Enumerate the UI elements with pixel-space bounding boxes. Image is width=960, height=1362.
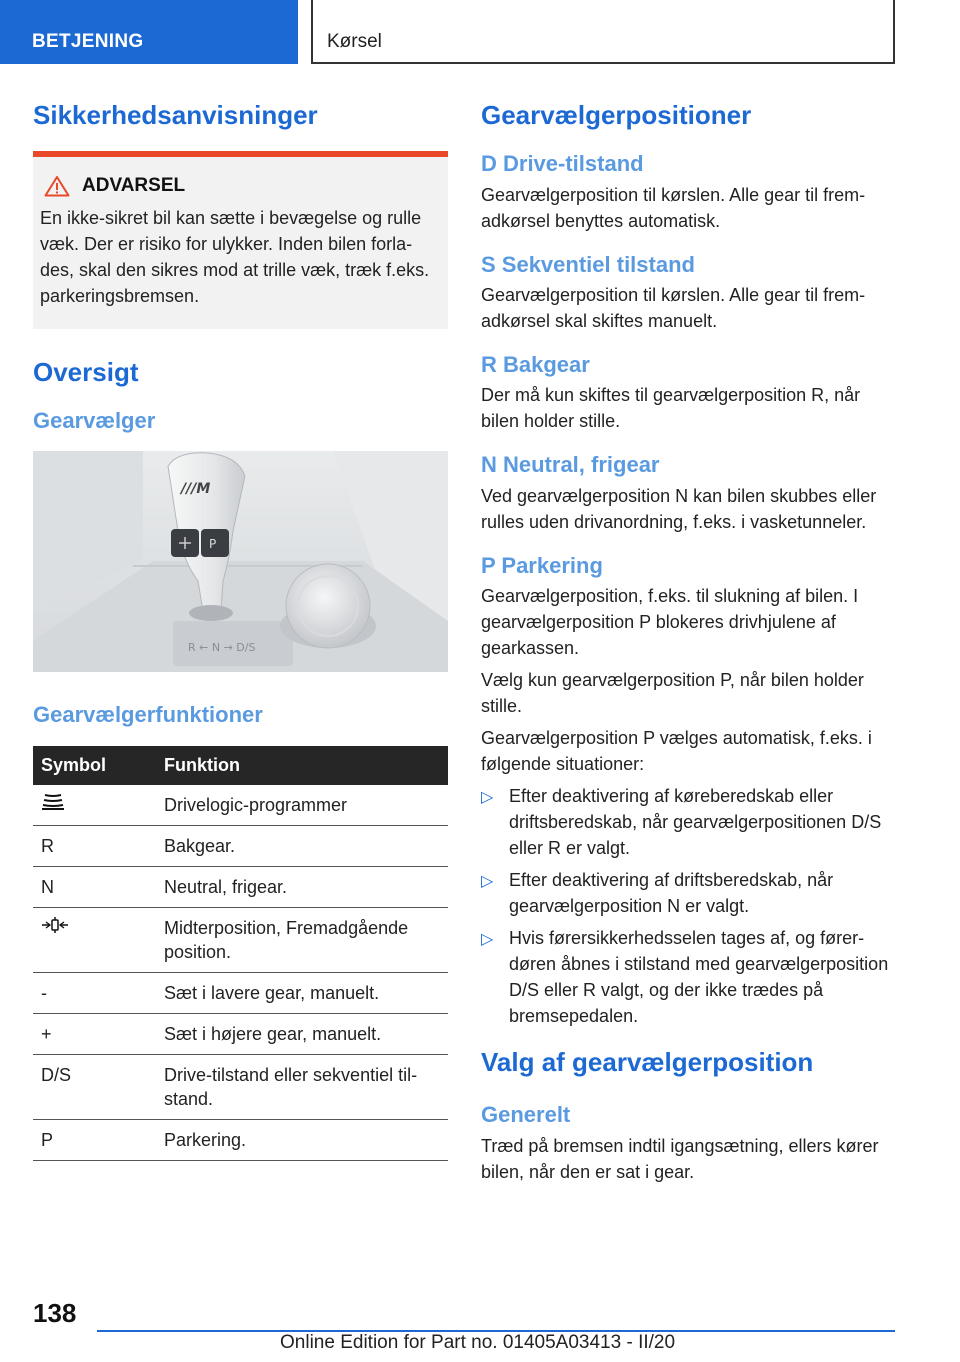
overview-heading: Oversigt	[33, 357, 139, 388]
drive-text: Gearvælgerposition til kørslen. Alle gear til fremadkørsel benyttes automatisk.	[481, 184, 866, 231]
svg-text:///M: ///M	[181, 480, 211, 497]
table-row	[33, 867, 448, 908]
list-item	[481, 925, 894, 1029]
symbol-cell: P	[33, 1120, 156, 1161]
neutral-heading: N Neutral, frigear	[481, 452, 660, 478]
list-item-text: Efter deaktivering af køreberedskab eller driftsberedskab, når gearvælgerpositionen D/S eller R er valgt.	[509, 786, 882, 859]
symbol-cell	[33, 908, 156, 973]
table-header-row	[33, 746, 448, 785]
table-row	[33, 1014, 448, 1055]
general-heading: Generelt	[481, 1102, 571, 1128]
reverse-text: Der må kun skiftes til gearvælgerposition R, når bilen holder stille.	[481, 385, 861, 432]
select-position-heading: Valg af gearvælgerposition	[481, 1047, 814, 1078]
list-item	[481, 867, 894, 919]
positions-heading: Gearvælgerpositioner	[481, 100, 752, 130]
gear-lever-illustration	[33, 451, 448, 672]
symbol-cell: +	[33, 1014, 156, 1055]
gear-selector-image	[33, 451, 448, 672]
function-cell: Drive-tilstand eller sekventiel tilstand.	[156, 1055, 448, 1120]
sequential-text: Gearvælgerposition til kørslen. Alle gear til fremadkørsel skal skiftes manuelt.	[481, 284, 866, 331]
table-row	[33, 973, 448, 1014]
symbol-cell: N	[33, 867, 156, 908]
sequential-heading: S Sekventiel tilstand	[481, 251, 695, 277]
chapter-tab[interactable]: BETJENING	[0, 0, 298, 64]
park-text-2: Vælg kun gearvælgerposition P, når bilen holder stille.	[481, 670, 864, 717]
symbol-cell: R	[33, 826, 156, 867]
triangle-bullet-icon: ▷	[481, 789, 494, 807]
triangle-bullet-icon: ▷	[481, 931, 494, 949]
table-row	[33, 826, 448, 867]
function-cell: Bakgear.	[156, 826, 448, 867]
park-heading: P Parkering	[481, 552, 603, 578]
reverse-heading: R Bakgear	[481, 351, 590, 377]
neutral-text: Ved gearvælgerposition N kan bilen skubbes eller rulles uden drivanordning, f.eks. i vasketunneler.	[481, 485, 877, 532]
page-number: 138	[33, 1298, 77, 1328]
function-cell: Drivelogic-programmer	[156, 785, 448, 826]
header-symbol: Symbol	[33, 746, 156, 785]
right-column	[481, 100, 894, 1185]
warning-header	[44, 175, 440, 197]
symbol-cell	[33, 785, 156, 826]
park-text-3: Gearvælgerposition P vælges automatisk, f.eks. i følgende situationer:	[481, 728, 872, 775]
table-row	[33, 1120, 448, 1161]
table-row	[33, 1055, 448, 1120]
warning-label: ADVARSEL	[82, 175, 186, 197]
functions-heading: Gearvælgerfunktioner	[33, 701, 263, 727]
general-text: Træd på bremsen indtil igangsætning, ellers kører bilen, når den er sat i gear.	[481, 1135, 879, 1182]
triangle-bullet-icon: ▷	[481, 873, 494, 891]
section-title: Kørsel	[311, 0, 895, 64]
drivelogic-icon	[41, 793, 65, 811]
function-cell: Neutral, frigear.	[156, 867, 448, 908]
functions-table	[33, 746, 448, 1161]
header-function: Funktion	[156, 746, 448, 785]
function-cell: Sæt i højere gear, manuelt.	[156, 1014, 448, 1055]
list-item	[481, 783, 894, 861]
table-row	[33, 785, 448, 826]
park-text-1: Gearvælgerposition, f.eks. til slukning af bilen. I gearvælgerposition P blokeres drivhjulene af gearkassen.	[481, 586, 859, 659]
list-item-text: Hvis førersikkerhedsselen tages af, og førerdøren åbnes i stilstand med gearvælgerposition D/S eller R valgt, og der ikke trædes på bremsepedalen.	[509, 928, 889, 1027]
warning-triangle-icon	[44, 175, 70, 197]
table-row	[33, 908, 448, 973]
situations-list	[481, 783, 894, 1029]
warning-box	[33, 151, 448, 329]
function-cell: Sæt i lavere gear, manuelt.	[156, 973, 448, 1014]
function-cell: Midterposition, Fremadgående position.	[156, 908, 448, 973]
middle-position-icon	[41, 916, 69, 934]
svg-text:P: P	[209, 536, 217, 551]
edition-link[interactable]: Online Edition for Part no. 01405A03413 - II/20	[280, 1332, 676, 1353]
list-item-text: Efter deaktivering af driftsberedskab, når gearvælgerposition N er valgt.	[509, 870, 834, 917]
warning-text: En ikke-sikret bil kan sætte i bevægelse og rulle væk. Der er risiko for ulykker. Inden bilen forlades, skal den sikres mod at trille væk, træk f.eks. parkeringsbremsen.	[40, 208, 430, 307]
svg-text:R ← N → D/S: R ← N → D/S	[188, 640, 256, 654]
drive-heading: D Drive-tilstand	[481, 151, 644, 177]
left-column	[33, 100, 448, 1161]
safety-heading: Sikkerhedsanvisninger	[33, 100, 318, 130]
function-cell: Parkering.	[156, 1120, 448, 1161]
symbol-cell: D/S	[33, 1055, 156, 1120]
symbol-cell: -	[33, 973, 156, 1014]
gear-selector-heading: Gearvælger	[33, 408, 156, 434]
